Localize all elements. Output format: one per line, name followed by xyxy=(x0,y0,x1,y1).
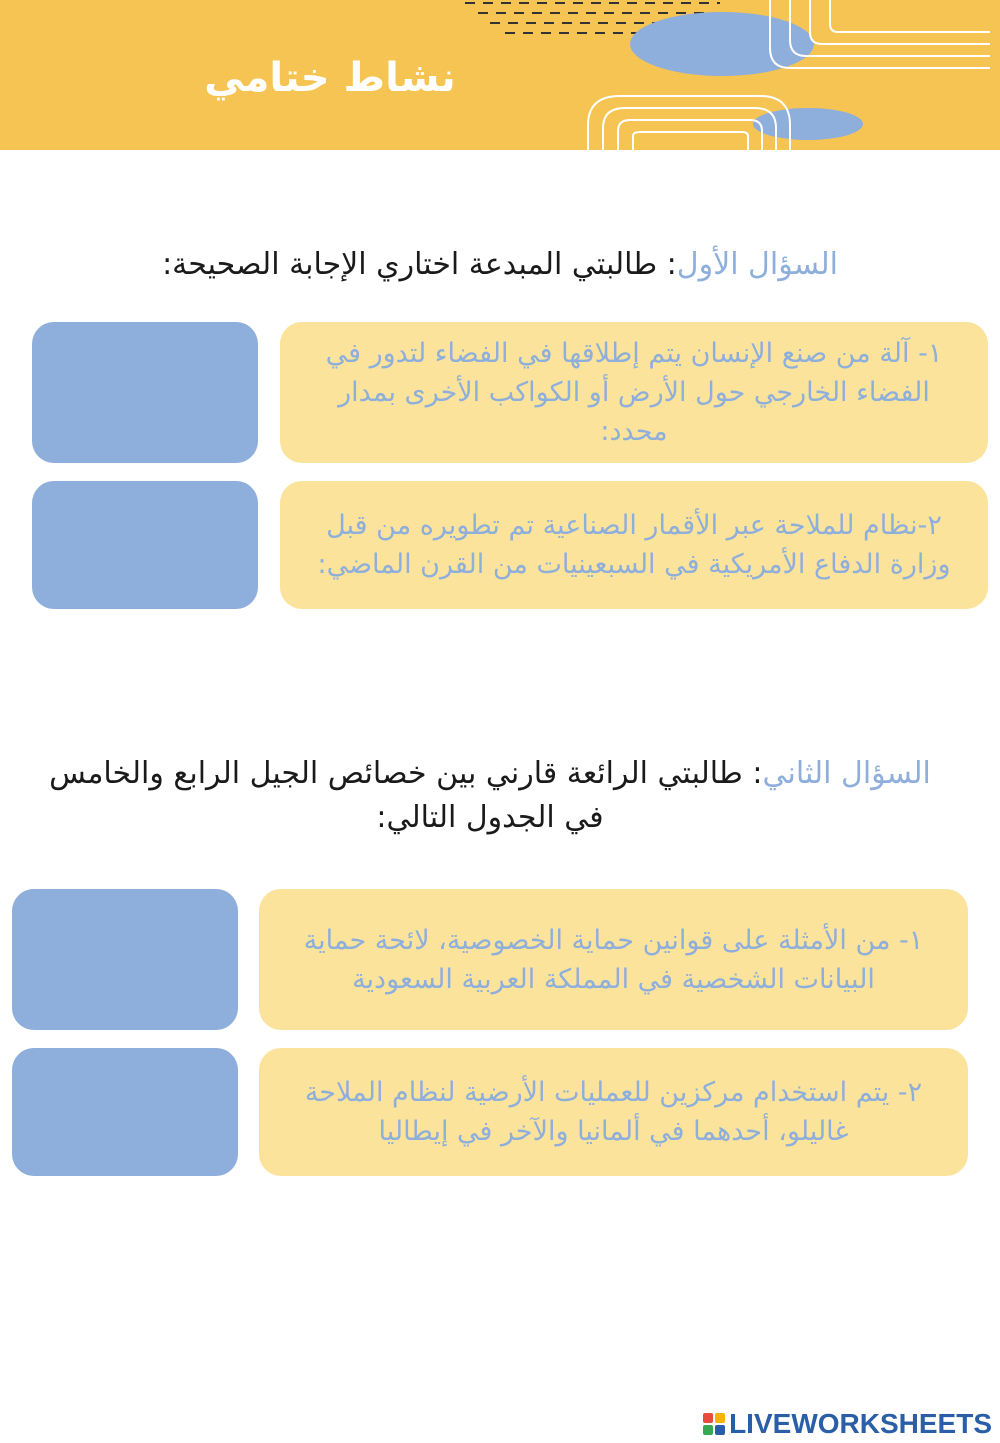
question2-item-2-answer-box[interactable] xyxy=(12,1048,238,1176)
question1-instruction: : طالبتي المبدعة اختاري الإجابة الصحيحة: xyxy=(162,247,677,282)
page-title: نشاط ختامي xyxy=(204,55,456,101)
question1-item-1-text: ١- آلة من صنع الإنسان يتم إطلاقها في الفضاء لتدور في الفضاء الخارجي حول الأرض أو الكواكب الأخرى بمدار محدد: xyxy=(325,338,943,447)
question1-item-1-prompt xyxy=(280,322,988,463)
question2-lead: السؤال الثاني xyxy=(762,756,931,791)
question2-heading xyxy=(40,752,940,840)
question1-item-1-answer-box[interactable] xyxy=(32,322,258,463)
question1-item-2-answer-box[interactable] xyxy=(32,481,258,609)
question1-lead: السؤال الأول xyxy=(676,247,838,282)
question1-heading xyxy=(60,243,940,287)
question2-item-2-prompt xyxy=(259,1048,968,1176)
question1-item-2-prompt xyxy=(280,481,988,609)
question2-item-2-text: ٢- يتم استخدام مركزين للعمليات الأرضية لنظام الملاحة غاليلو، أحدهما في ألمانيا والآخر في إيطاليا xyxy=(304,1077,923,1147)
question2-item-1-prompt xyxy=(259,889,968,1030)
footer-brand-text: LIVEWORKSHEETS xyxy=(729,1408,992,1439)
question2-instruction: : طالبتي الرائعة قارني بين خصائص الجيل الرابع والخامس في الجدول التالي: xyxy=(49,756,763,835)
footer-branding xyxy=(703,1407,992,1441)
question2-item-1-text: ١- من الأمثلة على قوانين حماية الخصوصية، لائحة حماية البيانات الشخصية في المملكة العربية السعودية xyxy=(303,924,924,995)
header-banner xyxy=(0,0,1000,150)
question2-item-1-answer-box[interactable] xyxy=(12,889,238,1030)
liveworksheets-logo-icon xyxy=(703,1413,725,1435)
question1-item-2-text: ٢-نظام للملاحة عبر الأقمار الصناعية تم تطويره من قبل وزارة الدفاع الأمريكية في السبعينيات من القرن الماضي: xyxy=(317,510,951,580)
